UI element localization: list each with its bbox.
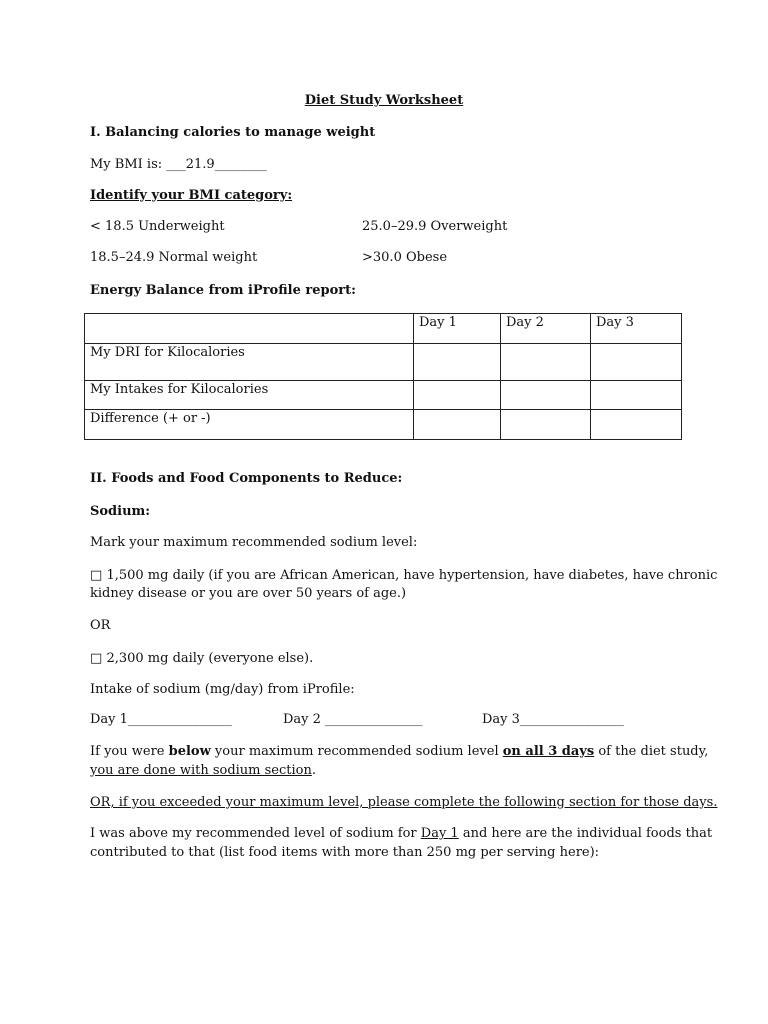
above-day-1: Day 1 [420,826,459,841]
section-2-heading: II. Foods and Food Components to Reduce: [90,471,403,486]
sodium-intake-prompt: Intake of sodium (mg/day) from iProfile: [90,682,355,697]
option-2300-text: 2,300 mg daily (everyone else). [106,651,314,666]
checkbox-icon[interactable]: □ [90,568,103,583]
below-text-2: your maximum recommended sodium level [210,744,503,759]
exceeded-instruction: OR, if you exceeded your maximum level, please complete the following section for those days. [90,795,718,810]
difference-day-1-cell[interactable] [414,410,501,440]
checkbox-icon[interactable]: □ [90,651,103,666]
sodium-mark-prompt: Mark your maximum recommended sodium level: [90,535,418,550]
or-label: OR [90,618,111,633]
bmi-category-heading: Identify your BMI category: [90,188,293,203]
table-row [85,381,682,410]
sodium-option-2300[interactable] [90,650,313,668]
intake-day-1-cell[interactable] [414,381,501,410]
table-row [85,344,682,381]
done-line [90,762,316,780]
option-1500-text: 1,500 mg daily (if you are African American, have hypertension, have diabetes, have chronic [106,568,718,583]
category-normal: 18.5–24.9 Normal weight [90,250,258,265]
table-header-day-3: Day 3 [591,314,682,344]
sodium-day-2-field[interactable]: Day 2 _______________ [283,712,423,727]
dri-day-2-cell[interactable] [501,344,591,381]
category-underweight: < 18.5 Underweight [90,219,225,234]
done-text: you are done with sodium section [90,763,312,778]
energy-balance-heading: Energy Balance from iProfile report: [90,283,356,298]
option-1500-text-cont: kidney disease or you are over 50 years of age.) [90,586,407,601]
above-text-1: I was above my recommended level of sodium for [90,826,421,841]
sodium-day-3-field[interactable]: Day 3________________ [482,712,624,727]
below-level-text [90,743,708,761]
intake-day-2-cell[interactable] [501,381,591,410]
row-label-difference: Difference (+ or -) [85,410,414,440]
sodium-heading: Sodium: [90,504,151,519]
section-1-heading: I. Balancing calories to manage weight [90,125,376,140]
worksheet-title: Diet Study Worksheet [304,93,464,108]
sodium-day-1-field[interactable]: Day 1________________ [90,712,232,727]
category-obese: >30.0 Obese [362,250,448,265]
table-header-row [85,314,682,344]
row-label-intakes: My Intakes for Kilocalories [85,381,414,410]
above-level-text [90,825,712,843]
row-label-dri: My DRI for Kilocalories [85,344,414,381]
table-header-day-2: Day 2 [501,314,591,344]
table-header-day-1: Day 1 [414,314,501,344]
dri-day-1-cell[interactable] [414,344,501,381]
energy-balance-table [84,313,682,440]
above-text-2: and here are the individual foods that [458,826,713,841]
sodium-option-1500[interactable] [90,567,717,585]
below-emphasis: below [168,744,211,759]
difference-day-2-cell[interactable] [501,410,591,440]
dri-day-3-cell[interactable] [591,344,682,381]
above-level-text-cont: contributed to that (list food items with more than 250 mg per serving here): [90,845,600,860]
category-overweight: 25.0–29.9 Overweight [362,219,508,234]
intake-day-3-cell[interactable] [591,381,682,410]
bmi-line: My BMI is: ___21.9________ [90,157,267,172]
below-text-1: If you were [90,744,169,759]
difference-day-3-cell[interactable] [591,410,682,440]
table-header-blank [85,314,414,344]
below-text-3: of the diet study, [594,744,709,759]
all-3-days-emphasis: on all 3 days [502,744,595,759]
done-period: . [311,763,317,778]
table-row [85,410,682,440]
